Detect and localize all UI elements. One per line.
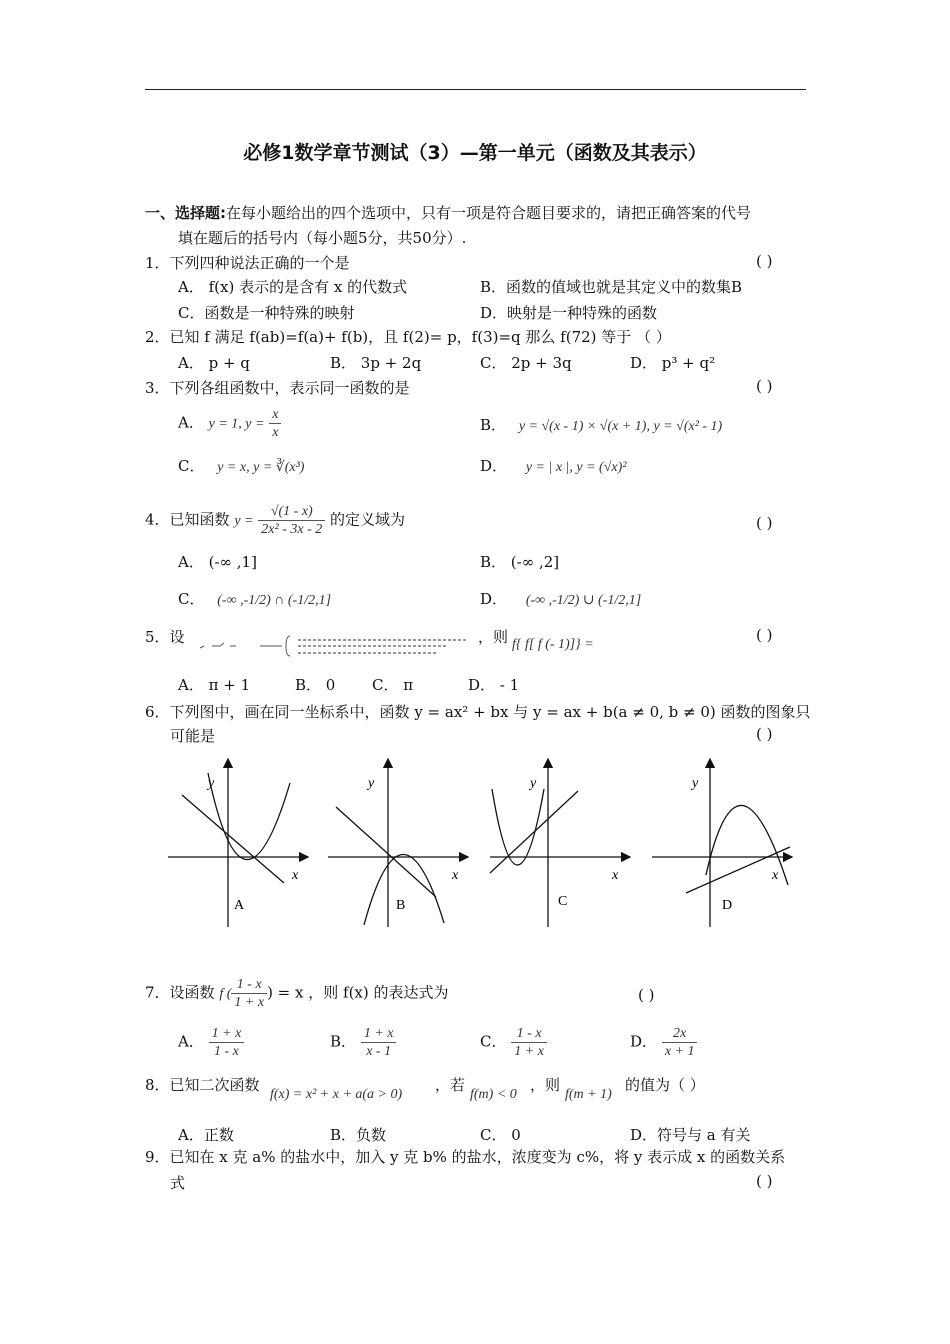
q6-stem-2: 可能是 <box>170 727 216 745</box>
q5-expr: f{ f[ f (- 1)]} = <box>512 637 594 652</box>
graph-c-line <box>490 791 578 873</box>
q7-b-num: 1 + x <box>361 1025 397 1043</box>
q7-f: f ( <box>219 986 232 1002</box>
q7-d-label: D． <box>630 1032 658 1051</box>
q3-a-label: A． <box>178 413 204 432</box>
q7-a-den: 1 - x <box>214 1044 239 1059</box>
q8-expr-2: f(m) < 0 <box>470 1087 517 1102</box>
graph-b-y-label: y <box>368 776 375 791</box>
q5-stem-post: ，则 <box>478 628 509 646</box>
q4-stem-post: 的定义域为 <box>330 510 406 529</box>
q3-answer-paren: ( ) <box>756 377 773 395</box>
q7-c-den: 1 + x <box>514 1044 544 1059</box>
q5-option-d: D． - 1 <box>468 676 520 694</box>
section-instructions-2: 填在题后的括号内（每小题5分，共50分）. <box>178 229 467 247</box>
q7-b-fraction <box>361 1025 397 1060</box>
q9-stem-2: 式 <box>170 1174 186 1192</box>
q4-answer-paren: ( ) <box>756 514 773 532</box>
q7-a-label: A． <box>178 1032 204 1051</box>
q2-stem: 2．已知 f 满足 f(ab)=f(a)+ f(b)，且 f(2)= p，f(3)=q 那么 f(72) 等于 （ ） <box>145 328 671 346</box>
q7-c-fraction <box>511 1025 547 1060</box>
q3-d-label: D． <box>480 457 508 475</box>
graph-c-x-label: x <box>612 868 619 883</box>
q3-option-d <box>480 455 626 476</box>
page-title: 必修1数学章节测试（3）—第一单元（函数及其表示） <box>243 142 707 164</box>
q1-option-d: D．映射是一种特殊的函数 <box>480 304 658 322</box>
q3-b-expr: y = √(x - 1) × √(x + 1), y = √(x² - 1) <box>518 419 723 434</box>
q4-option-a: A． (-∞ ,1] <box>178 553 257 571</box>
q4-c-expr: (-∞ ,-1/2) ∩ (-1/2,1] <box>217 593 332 608</box>
q5-option-c: C． π <box>372 676 414 694</box>
q1-option-a: A． f(x) 表示的是含有 x 的代数式 <box>178 278 408 296</box>
q3-a-den: x <box>272 425 279 440</box>
graph-b-x-label: x <box>452 868 459 883</box>
q3-a-fraction <box>269 406 281 441</box>
q9-stem-1: 9．已知在 x 克 a% 的盐水中，加入 y 克 b% 的盐水，浓度变为 c%，将 y 表示成 x 的函数关系 <box>145 1148 786 1166</box>
q3-option-b <box>480 414 722 435</box>
q7-stem-pre: 7．设函数 <box>145 983 215 1002</box>
graph-b-line <box>336 807 436 897</box>
q3-c-label: C． <box>178 457 205 475</box>
q8-mid-1: ，若 <box>435 1076 466 1094</box>
graph-a-y-label: y <box>208 776 215 791</box>
q7-a-num: 1 + x <box>209 1025 245 1043</box>
q7-num: 1 - x <box>231 976 267 994</box>
q7-a-fraction <box>209 1025 245 1060</box>
q5-stem-pre: 5．设 <box>145 628 185 646</box>
q5-option-b: B． 0 <box>295 676 336 694</box>
q5-answer-paren: ( ) <box>756 626 773 644</box>
q8-option-c: C． 0 <box>480 1126 521 1144</box>
graph-d-y-label: y <box>692 776 699 791</box>
graph-b-letter: B <box>396 898 406 913</box>
q7-d-den: x + 1 <box>664 1044 695 1059</box>
q2-option-c: C． 2p + 3q <box>480 354 572 372</box>
q2-option-d: D． p³ + q² <box>630 354 716 372</box>
q7-d-num: 2x <box>662 1025 698 1043</box>
q5-piecewise-image <box>190 632 480 660</box>
q9-answer-paren: ( ) <box>756 1172 773 1190</box>
q7-c-num: 1 - x <box>511 1025 547 1043</box>
q1-answer-paren: ( ) <box>756 252 773 270</box>
q3-b-label: B． <box>480 416 507 434</box>
q1-option-c: C．函数是一种特殊的映射 <box>178 304 355 322</box>
graph-c-y-label: y <box>530 776 537 791</box>
q8-option-d: D．符号与 a 有关 <box>630 1126 751 1144</box>
q4-d-label: D． <box>480 590 508 608</box>
q2-option-b: B． 3p + 2q <box>330 354 422 372</box>
graph-d-x-label: x <box>772 868 779 883</box>
graph-b-parabola <box>364 854 444 925</box>
graph-a-x-label: x <box>292 868 299 883</box>
q4-d-expr: (-∞ ,-1/2) ∪ (-1/2,1] <box>525 593 642 608</box>
q3-option-a <box>178 406 281 441</box>
q4-fraction <box>258 503 325 538</box>
q7-den: 1 + x <box>234 995 265 1010</box>
q8-stem-post: 的值为（ ） <box>625 1076 705 1094</box>
q7-b-den: x - 1 <box>366 1044 392 1059</box>
q4-stem <box>145 503 405 538</box>
graph-a-parabola <box>208 773 290 860</box>
q3-a-num: x <box>269 406 281 424</box>
q7-option-d <box>630 1025 697 1060</box>
q5-option-a: A． π + 1 <box>178 676 251 694</box>
q7-c-label: C． <box>480 1032 507 1051</box>
section-instructions-1: 在每小题给出的四个选项中，只有一项是符合题目要求的，请把正确答案的代号 <box>226 204 752 222</box>
q3-stem: 3．下列各组函数中，表示同一函数的是 <box>145 379 410 397</box>
q7-stem <box>145 976 449 1011</box>
graph-a-letter: A <box>234 898 245 913</box>
graph-c-letter: C <box>558 894 568 909</box>
q4-num: √(1 - x) <box>258 503 325 521</box>
q4-option-b: B． (-∞ ,2] <box>480 553 560 571</box>
q4-den: 2x² - 3x - 2 <box>261 522 323 537</box>
q8-expr-3: f(m + 1) <box>565 1087 612 1102</box>
graph-c-parabola <box>492 789 544 865</box>
q3-c-expr: y = x, y = ∛(x³) <box>217 460 305 475</box>
q7-option-a <box>178 1025 244 1060</box>
q6-graphs <box>160 755 810 930</box>
q7-answer-paren: ( ) <box>638 986 655 1004</box>
q4-y-eq: y = <box>234 513 254 529</box>
q7-fraction <box>231 976 267 1011</box>
section-heading <box>145 202 751 223</box>
q2-option-a: A． p + q <box>178 354 250 372</box>
q7-option-c <box>480 1025 547 1060</box>
q4-option-c <box>178 588 331 609</box>
q3-a-expr: y = 1, y = <box>208 416 265 432</box>
header-rule <box>145 89 806 90</box>
q6-answer-paren: ( ) <box>756 725 773 743</box>
q7-option-b <box>330 1025 396 1060</box>
q8-option-b: B．负数 <box>330 1126 387 1144</box>
q3-option-c <box>178 455 304 476</box>
q8-mid-2: ，则 <box>530 1076 561 1094</box>
q4-option-d <box>480 588 641 609</box>
q1-option-b: B．函数的值域也就是其定义中的数集B <box>480 278 743 296</box>
q7-d-fraction <box>662 1025 698 1060</box>
q1-stem: 1．下列四种说法正确的一个是 <box>145 254 350 272</box>
q3-d-expr: y = | x |, y = (√x)² <box>525 460 627 475</box>
q6-stem-1: 6．下列图中，画在同一坐标系中，函数 y = ax² + bx 与 y = ax + b(a ≠ 0, b ≠ 0) 函数的图象只 <box>145 703 811 721</box>
section-label: 一、选择题: <box>145 204 226 222</box>
q8-option-a: A．正数 <box>178 1126 234 1144</box>
q7-b-label: B． <box>330 1032 357 1051</box>
q7-stem-post: ) = x ，则 f(x) 的表达式为 <box>267 983 449 1002</box>
graph-d-letter: D <box>722 898 733 913</box>
q8-stem-pre: 8．已知二次函数 <box>145 1076 260 1094</box>
q4-stem-pre: 4．已知函数 <box>145 510 230 529</box>
q8-expr-1: f(x) = x² + x + a(a > 0) <box>270 1087 403 1102</box>
q4-c-label: C． <box>178 590 205 608</box>
